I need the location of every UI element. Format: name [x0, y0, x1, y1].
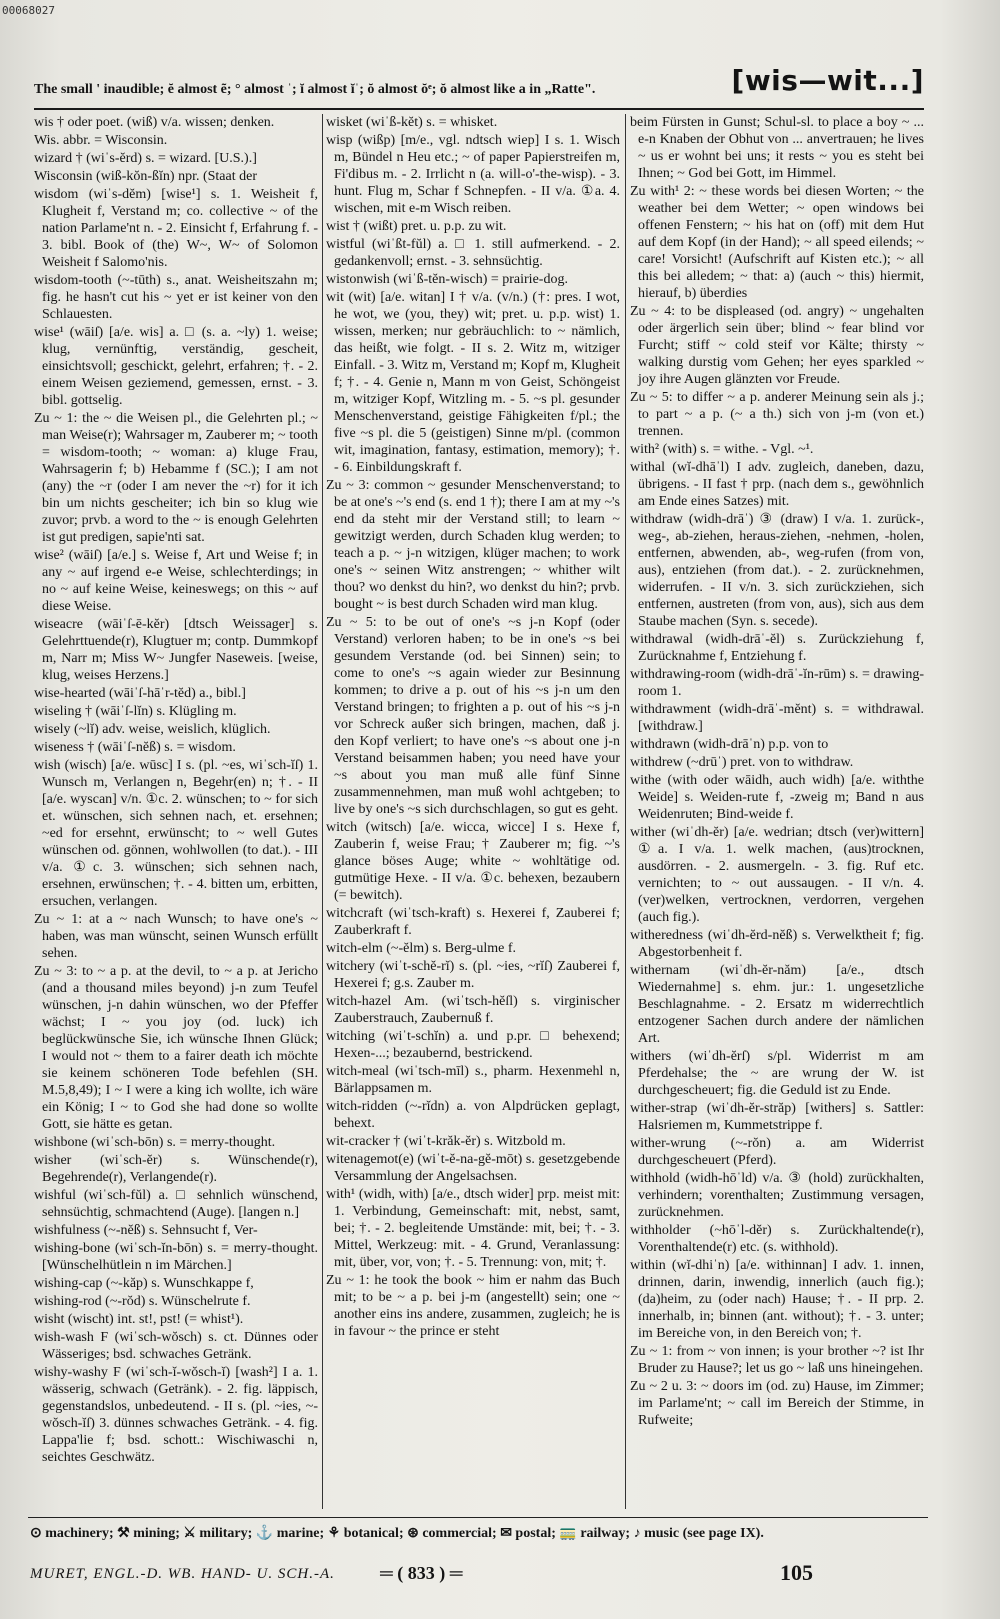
- dictionary-entry: Zu ~ 1: the ~ die Weisen pl., die Gelehrten pl.; ~ man Weise(r); Wahrsager m, Zauberer m; ~ tooth = wisdom-tooth; ~ woman: a) kluge Frau, Wahrsagerin f; b) Hebamme f (SC.); I am not (any) the ~r (oder I am never the ~r) for it ich bin um nichts gescheiter; ich bin so klug wie zuvor; prvb. a word to the ~ is enough Gelehrten ist gut predigen, sapie'nti sat.: [34, 411, 318, 545]
- dictionary-entry: Zu ~ 3: common ~ gesunder Menschenverstand; to be at one's ~'s end (s. end 1 †); there I am at my ~'s end da steht mir der Verstand still; to learn ~ gewitzigt werden, durch Schaden klug werden; to teach a p. ~ j-n witzigen, klüger machen; to work one's ~ seinen Witz anstrengen; ~ whither wilt thou? wo denkst du hin?, wo denkst du hin?; prvb. bought ~ is best durch Schaden wird man klug.: [326, 478, 620, 612]
- dictionary-entry: withdraw (widh-drāˈ) ③ (draw) I v/a. 1. zurück-, weg-, ab-ziehen, heraus-ziehen, -nehmen, -holen, entfernen, abwenden, ab-, weg-rufen (from von, aus), entziehen (from dat.). - 2. zurücknehmen, widerrufen. - II v/n. 3. sich zurückziehen, sich entfernen, austreten (from von, aus), sich aus dem Staube machen (Syn. s. secede).: [630, 512, 924, 629]
- dictionary-entry: Wis. abbr. = Wisconsin.: [34, 133, 168, 148]
- dictionary-entry: wizard † (wiˈs-ĕrd) s. = wizard. [U.S.).]: [34, 151, 257, 166]
- dictionary-entry: within (wĭ-dhiˈn) [a/e. withinnan] I adv. 1. innen, drinnen, darin, inwendig, innerlich (auch fig.); (da)heim, zu (oder nach) Hause; †. - II prp. 2. innerhalb, in; binnen (ant. without); †. - 3. unter; im Bereiche von, in den Bereich von; †.: [630, 1258, 924, 1341]
- dictionary-entry: withers (wiˈdh-ĕrſ) s/pl. Widerrist m am Pferdehalse; the ~ are wrung der W. ist durchgescheuert; fig. die Geduld ist zu Ende.: [630, 1049, 924, 1098]
- dictionary-entry: wish (wisch) [a/e. wūsc] I s. (pl. ~es, wiˈsch-ĭſ) 1. Wunsch m, Verlangen n, Begehr(en) n; †. - II [a/e. wyscan] v/n. ①c. 2. wünschen; to ~ for sich et. wünschen, sich sehnen nach, et. ersehnen; ~ed for ersehnt, erwünscht; to ~ well Gutes wünschen od. gönnen, wohlwollen (to dat.). - III v/a. ①c. 3. wünschen; sich sehnen nach, ersehnen, erwünschen; †. - 4. bitten um, erbitten, ersuchen, verlangen.: [34, 758, 318, 909]
- dictionary-entry: wist † (wißt) pret. u. p.p. zu wit.: [326, 219, 507, 234]
- dictionary-entry: withernam (wiˈdh-ĕr-năm) [a/e., dtsch Wiedernahme] s. ehm. jur.: 1. ungesetzliche Beschlagnahme. - 2. Ersatz m widerrechtlich entzogener Sachen durch andere der nämlichen Art.: [630, 963, 924, 1046]
- dictionary-entry: with² (with) s. = withe. - Vgl. ~¹.: [630, 442, 814, 457]
- dictionary-entry: witch-ridden (~-rĭdn) a. von Alpdrücken geplagt, behext.: [326, 1099, 620, 1131]
- dictionary-entry: witchcraft (wiˈtsch-kraft) s. Hexerei f, Zauberei f; Zauberkraft f.: [326, 906, 620, 938]
- dictionary-entry: wit (wit) [a/e. witan] I † v/a. (v/n.) (†: pres. I wot, he wot, we (you, they) wit; pret. u. p.p. wist) 1. wissen, merken; nur gebräuchlich: to ~ nämlich, das heißt, wie folgt. - II s. 2. Witz m, witziger Einfall. - 3. Witz m, Verstand m; Kopf m, Klugheit f; †. - 4. Genie n, Mann m von Geist, Schöngeist m, witziger Kopf, Witzling m. - 5. ~s pl. gesunder Menschenverstand, geistige Fähigkeiten f/pl.; the five ~s pl. die 5 (geistigen) Sinne m/pl. (common wit, imagination, fantasy, estimation, memory); †. - 6. Einbildungskraft f.: [326, 290, 620, 475]
- dictionary-entry: witch-hazel Am. (wiˈtsch-hĕſl) s. virginischer Zauberstrauch, Zaubernuß f.: [326, 994, 620, 1026]
- dictionary-entry: wishing-bone (wiˈsch-ĭn-bōn) s. = merry-thought. [Wünschelhütlein n im Märchen.]: [34, 1241, 318, 1273]
- dictionary-entry: wisp (wißp) [m/e., vgl. ndtsch wiep] I s. 1. Wisch m, Bündel n Heu etc.; ~ of paper Papierstreifen m, Fi'dibus m. - 2. Irrlicht n (a. will-o'-the-wisp). - 3. hunt. Flug m, Schar f Schnepfen. - II v/a. ①a. 4. wischen, mit e-m Wisch reiben.: [326, 133, 620, 216]
- dictionary-entry: wise-hearted (wāiˈſ-hāˈr-tĕd) a., bibl.]: [34, 686, 246, 701]
- page-number: 105: [780, 1560, 813, 1585]
- dictionary-entry: wither-strap (wiˈdh-ĕr-străp) [withers] s. Sattler: Halsriemen m, Kummetstrippe f.: [630, 1101, 924, 1133]
- dictionary-entry: wiseness † (wāiˈſ-nĕß) s. = wisdom.: [34, 740, 236, 755]
- dictionary-entry: withal (wĭ-dhāˈl) I adv. zugleich, daneben, dazu, übrigens. - II fast † prp. (nach dem s., gewöhnlich am Ende eines Satzes) mit.: [630, 460, 924, 509]
- dictionary-entry: wish-wash F (wiˈsch-wŏsch) s. ct. Dünnes oder Wässeriges; bsd. schwaches Getränk.: [34, 1330, 318, 1362]
- dictionary-entry: withdrawn (widh-drāˈn) p.p. von to: [630, 737, 829, 752]
- dictionary-entry: withhold (widh-hōˈld) v/a. ③ (hold) zurückhalten, verhindern; vorenthalten; Zustimmung versagen, zurücknehmen.: [630, 1171, 924, 1220]
- scan-serial-number: 00068027: [2, 4, 55, 17]
- dictionary-entry: witenagemot(e) (wiˈt-ĕ-na-gĕ-mōt) s. gesetzgebende Versammlung der Angelsachsen.: [326, 1152, 620, 1184]
- dictionary-entry: witch (witsch) [a/e. wicca, wicce] I s. Hexe f, Zauberin f, weise Frau; † Zauberer m; fig. ~'s glance böses Auge; white ~ wohltätige od. gutmütige Hexe. - II v/a. ①c. behexen, bezaubern (= bewitch).: [326, 820, 620, 903]
- dictionary-entry: wiseacre (wāiˈſ-ē-kĕr) [dtsch Weissager] s. Gelehrttuende(r), Klugtuer m; contp. Dummkopf m, Narr m; Miss W~ Jungfer Naseweis. [weise, klug, weises Herzens.]: [34, 617, 318, 683]
- running-head: [wis—wit...]: [731, 64, 924, 97]
- page-header: [34, 60, 924, 110]
- dictionary-entry: Zu ~ 3: to ~ a p. at the devil, to ~ a p. at Jericho (and a thousand miles beyond) j-n zum Teufel wünschen, j-n dahin wünschen, wo der Pfeffer wächst; I ~ you joy (od. luck) ich beglückwünsche Sie, ich wünsche Ihnen Glück; I would not ~ them to a fairer death ich möchte sie keinem schöneren Tode befehlen (SH. M.5,8,49); I ~ I were a king ich wollte, ich wäre ein König; I ~ to God she had done so wollte Gott, sie hätte es getan.: [34, 964, 318, 1132]
- dictionary-entry: Zu ~ 5: to differ ~ a p. anderer Meinung sein als j.; to part ~ a p. (~ a th.) sich von j-m (von et.) trennen.: [630, 390, 924, 439]
- dictionary-entry: witchery (wiˈt-schĕ-rĭ) s. (pl. ~ies, ~rĭſ) Zauberei f, Hexerei f; g.s. Zauber m.: [326, 959, 620, 991]
- dictionary-entry: wit-cracker † (wiˈt-krăk-ĕr) s. Witzbold m.: [326, 1134, 566, 1149]
- dictionary-entry: wisket (wiˈß-kĕt) s. = whisket.: [326, 115, 498, 130]
- column-divider: [625, 114, 626, 1509]
- dictionary-entry: Zu ~ 1: he took the book ~ him er nahm das Buch mit; to be ~ a p. bei j-m (angestellt) sein; one ~ another eins ins andere, zusammen, zugleich; he is in favour ~ the prince er steht: [326, 1273, 620, 1339]
- dictionary-entry: wiseling † (wāiˈſ-lĭn) s. Klügling m.: [34, 704, 237, 719]
- publisher-imprint: MURET, ENGL.-D. WB. HAND- U. SCH.-A.: [30, 1566, 335, 1582]
- footer-divider: [28, 1517, 928, 1518]
- dictionary-entry: wistful (wiˈßt-fŭl) a. □ 1. still aufmerkend. - 2. gedankenvoll; ernst. - 3. sehnsüchtig.: [326, 237, 620, 269]
- dictionary-entry: wisdom (wiˈs-dĕm) [wise¹] s. 1. Weisheit f, Klugheit f, Verstand m; co. collective ~ of the nation Parlame'nt n. - 2. Einsicht f, Erfahrung f. - 3. bibl. Book of (the) W~, W~ of Solomon Weisheit f Salomo'nis.: [34, 187, 318, 270]
- dictionary-entry: wis † oder poet. (wiß) v/a. wissen; denken.: [34, 115, 275, 130]
- dictionary-entry: withdrew (~drūˈ) pret. von to withdraw.: [630, 755, 854, 770]
- pronunciation-key: The small ' inaudible; ĕ almost ẽ; ° almost ˈ; ĭ almost ĭˈ; ŏ almost ŏᵉ; ŏ almost like a in „Ratte".: [34, 82, 596, 97]
- dictionary-entry: wise¹ (wāiſ) [a/e. wis] a. □ (s. a. ~ly) 1. weise; klug, vernünftig, verständig, gescheit, einsichtsvoll; geschickt, gelehrt, erfahren; †. - 2. einem Weisen geziemend, gemessen, ernst. - 3. bibl. gottselig.: [34, 325, 318, 408]
- sheet-number: ═ ( 833 ) ═: [380, 1563, 463, 1583]
- column-divider: [322, 114, 323, 1509]
- dictionary-entry: withe (with oder wāidh, auch widh) [a/e. withthe Weide] s. Weiden-rute f, -zweig m; Band n aus Weidenruten; Bind-weide f.: [630, 773, 924, 822]
- dictionary-entry: withdrawment (widh-drāˈ-mĕnt) s. = withdrawal. [withdraw.]: [630, 702, 924, 734]
- dictionary-entry: wishing-rod (~-rŏd) s. Wünschelrute f.: [34, 1294, 251, 1309]
- dictionary-entry: wise² (wāiſ) [a/e.] s. Weise f, Art und Weise f; in any ~ auf irgend e-e Weise, schlechterdings; in no ~ auf keine Weise, keineswegs; on this ~ auf diese Weise.: [34, 548, 318, 614]
- dictionary-entry: Zu ~ 1: from ~ von innen; is your brother ~? ist Ihr Bruder zu Hause?; let us go ~ laß uns hineingehen.: [630, 1344, 924, 1376]
- dictionary-entry: wisht (wischt) int. st!, pst! (= whist¹).: [34, 1312, 244, 1327]
- dictionary-entry: Zu with¹ 2: ~ these words bei diesen Worten; ~ the weather bei dem Wetter; ~ open windows bei offenen Fenstern; ~ his hat on (off) mit dem Hut auf dem Kopf (in der Hand); ~ all speed eilends; ~ care! Vorsicht! (Aufschrift auf Kisten etc.); ~ all this bei alledem; ~ that: a) (auch ~ this) hiermit, hierauf, b) überdies: [630, 184, 924, 301]
- dictionary-entry: wistonwish (wiˈß-tĕn-wisch) = prairie-dog.: [326, 272, 568, 287]
- dictionary-entry: wisher (wiˈsch-ĕr) s. Wünschende(r), Begehrende(r), Verlangende(r).: [34, 1153, 318, 1185]
- dictionary-entry: wither (wiˈdh-ĕr) [a/e. wedrian; dtsch (ver)wittern] ①a. I v/a. 1. welk machen, (aus)trocknen, ausdörren. - 2. ausmergeln. - 3. fig. Ruf etc. vernichten; to ~ out aussaugen. - II v/n. 4. (ver)welken, vertrocknen, verdorren, vergehen (auch fig.).: [630, 825, 924, 925]
- dictionary-entry: wishful (wiˈsch-fŭl) a. □ sehnlich wünschend, sehnsüchtig, schmachtend (Auge). [langen n.]: [34, 1188, 318, 1220]
- dictionary-entry: Zu ~ 1: at a ~ nach Wunsch; to have one's ~ haben, was man wünscht, seinen Wunsch erfüllt sehen.: [34, 912, 318, 961]
- dictionary-entry: wisely (~lĭ) adv. weise, weislich, klüglich.: [34, 722, 271, 737]
- column-1: [34, 114, 318, 1509]
- symbol-legend: ⊙ machinery; ⚒ mining; ⚔ military; ⚓ marine; ⚘ botanical; ⊛ commercial; ✉ postal; 🚃 railway; ♪ music (see page IX).: [30, 1526, 764, 1541]
- dictionary-entry: Zu ~ 2 u. 3: ~ doors im (od. zu) Hause, im Zimmer; im Parlame'nt; ~ call im Bereich der Stimme, in Rufweite;: [630, 1379, 924, 1428]
- dictionary-entry: withholder (~hōˈl-dĕr) s. Zurückhaltende(r), Vorenthaltende(r) etc. (s. withhold).: [630, 1223, 924, 1255]
- dictionary-entry: witheredness (wiˈdh-ĕrd-nĕß) s. Verwelktheit f; fig. Abgestorbenheit f.: [630, 928, 924, 960]
- dictionary-entry: Zu ~ 5: to be out of one's ~s j-n Kopf (oder Verstand) verloren haben; to be in one's ~s bei gesundem Verstande (od. bei Sinnen) sein; to come to one's ~s again wieder zur Besinnung kommen; to drive a p. out of his ~s j-n um den Verstand bringen; to frighten a p. out of his ~s j-n vor Schreck außer sich bringen, machen, daß j. den Kopf verliert; to have one's ~s about one j-n Verstand beisammen haben; you need have your ~s about you man muß alle fünf Sinne zusammennehmen, man muß wohl achtgeben; to live by one's ~s sich durchschlagen, so gut es geht.: [326, 615, 620, 817]
- dictionary-entry: withdrawing-room (widh-drāˈ-ĭn-rūm) s. = drawing-room 1.: [630, 667, 924, 699]
- dictionary-entry: with¹ (widh, with) [a/e., dtsch wider] prp. meist mit: 1. Verbindung, Gemeinschaft: mit, nebst, samt, bei; †. - 2. begleitende Umstände: mit, bei; †. - 3. Mittel, Werkzeug: mit. - 4. Grund, Veranlassung: mit, über, vor, von; †. - 5. Trennung: von, mit; †.: [326, 1187, 620, 1270]
- dictionary-entry: wishing-cap (~-kăp) s. Wunschkappe f,: [34, 1276, 254, 1291]
- dictionary-entry: wither-wrung (~-rŏn) a. am Widerrist durchgescheuert (Pferd).: [630, 1136, 924, 1168]
- dictionary-entry: withdrawal (widh-drāˈ-ĕl) s. Zurückziehung f, Zurücknahme f, Entziehung f.: [630, 632, 924, 664]
- dictionary-entry: wishbone (wiˈsch-bōn) s. = merry-thought.: [34, 1135, 276, 1150]
- dictionary-entry: witch-elm (~-ĕlm) s. Berg-ulme f.: [326, 941, 517, 956]
- dictionary-entry: Zu ~ 4: to be displeased (od. angry) ~ ungehalten oder ärgerlich sein über; blind ~ fear blind vor Furcht; stiff ~ cold steif vor Kälte; thirsty ~ walking durstig vom Gehen; her eyes sparkled ~ joy ihre Augen glänzten vor Freude.: [630, 304, 924, 387]
- dictionary-entry: witching (wiˈt-schĭn) a. und p.pr. □ behexend; Hexen-...; bezaubernd, bestrickend.: [326, 1029, 620, 1061]
- dictionary-entry: Wisconsin (wiß-kŏn-ßĭn) npr. (Staat der: [34, 169, 258, 184]
- column-3: [630, 114, 924, 1509]
- dictionary-entry: wisdom-tooth (~-tūth) s., anat. Weisheitszahn m; fig. he hasn't cut his ~ yet er ist keiner von den Schlauesten.: [34, 273, 318, 322]
- dictionary-entry: wishy-washy F (wiˈsch-ĭ-wŏsch-ĭ) [wash²] I a. 1. wässerig, schwach (Getränk). - 2. fig. läppisch, gegenstandslos, unbedeutend. - II s. (pl. ~ies, ~-wŏsch-ĭſ) 3. dünnes schwaches Getränk. - 4. fig. Lappa'lie f; bsd. schott.: Wischiwaschi n, seichtes Geschwätz.: [34, 1365, 318, 1465]
- column-2: [326, 114, 620, 1509]
- dictionary-entry: beim Fürsten in Gunst; Schul-sl. to place a boy ~ ... e-n Knaben der Obhut von ... anvertrauen; he lives ~ us er wohnt bei uns; it rests ~ you es steht bei Ihnen; ~ God bei Gott, im Himmel.: [630, 115, 924, 181]
- dictionary-entry: wishfulness (~-nĕß) s. Sehnsucht f, Ver-: [34, 1223, 258, 1238]
- dictionary-entry: witch-meal (wiˈtsch-mīl) s., pharm. Hexenmehl n, Bärlappsamen m.: [326, 1064, 620, 1096]
